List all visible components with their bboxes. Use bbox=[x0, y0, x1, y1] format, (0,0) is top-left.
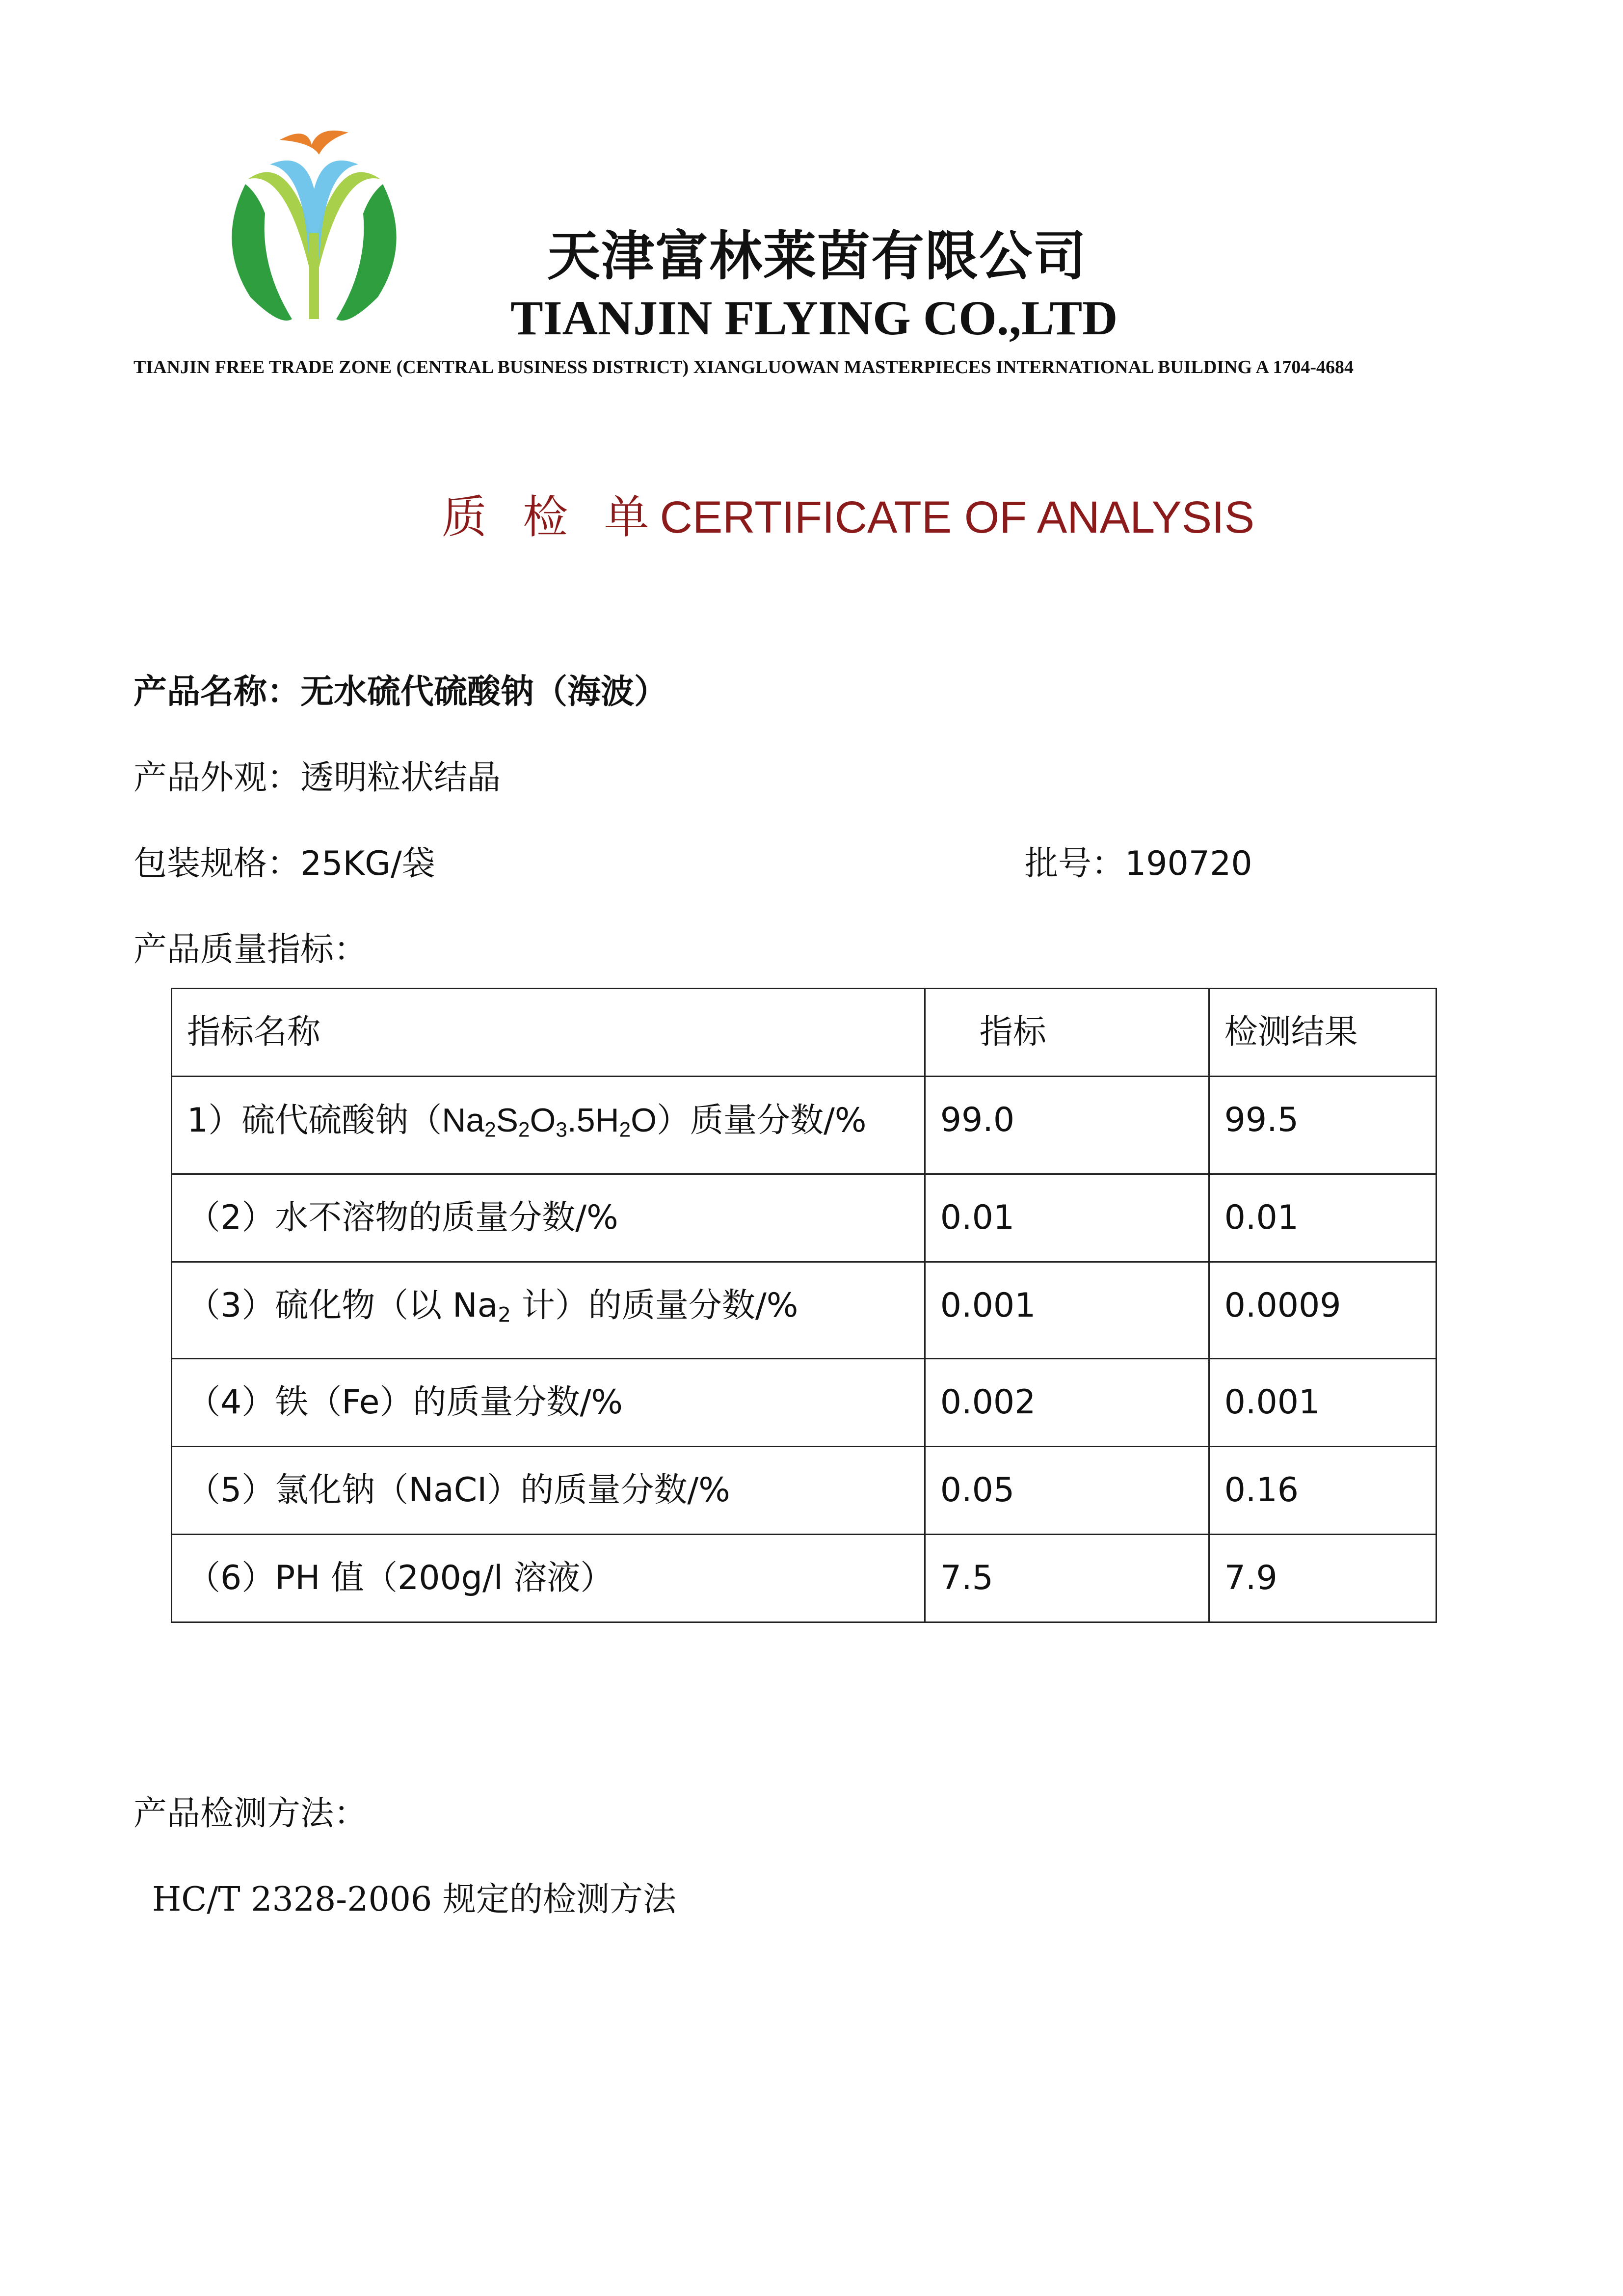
company-name-en: TIANJIN FLYING CO.,LTD bbox=[510, 291, 1118, 345]
row-result: 0.0009 bbox=[1209, 1262, 1436, 1359]
row-item-suffix: 计）的质量分数/% bbox=[511, 1286, 798, 1325]
table-header-row bbox=[172, 989, 1437, 1077]
row-item bbox=[172, 1262, 925, 1359]
logo-bird-shape bbox=[280, 131, 348, 155]
row-result: 99.5 bbox=[1209, 1077, 1436, 1174]
row-item: （5）氯化钠（NaCI）的质量分数/% bbox=[172, 1447, 925, 1535]
product-name-value: 无水硫代硫酸钠（海波） bbox=[300, 673, 668, 711]
row-spec: 0.01 bbox=[925, 1174, 1209, 1262]
row-result: 0.16 bbox=[1209, 1447, 1436, 1535]
document-title bbox=[442, 481, 1254, 546]
row-item-prefix: （3）硫化物（以 Na bbox=[187, 1286, 498, 1325]
row-item-suffix: ）质量分数/% bbox=[657, 1101, 867, 1140]
test-method-label: 产品检测方法： bbox=[133, 1794, 368, 1833]
row-item-prefix: 1）硫代硫酸钠（ bbox=[187, 1101, 442, 1140]
header-item-name: 指标名称 bbox=[172, 989, 925, 1077]
package-spec-value: 25KG/袋 bbox=[300, 844, 435, 883]
product-appearance-row bbox=[133, 751, 501, 799]
table-row bbox=[172, 1535, 1437, 1622]
batch-number-label: 批号： bbox=[1025, 844, 1125, 883]
header-spec: 指标 bbox=[925, 989, 1209, 1077]
row-result: 0.001 bbox=[1209, 1359, 1436, 1447]
batch-number-row bbox=[1025, 837, 1252, 885]
row-item: （6）PH 值（200g/l 溶液） bbox=[172, 1535, 925, 1622]
product-name-label: 产品名称： bbox=[133, 673, 301, 711]
table-row bbox=[172, 1262, 1437, 1359]
row-spec: 0.002 bbox=[925, 1359, 1209, 1447]
row-item: （2）水不溶物的质量分数/% bbox=[172, 1174, 925, 1262]
row-item bbox=[172, 1077, 925, 1174]
logo-left-leaf bbox=[232, 184, 292, 321]
company-logo bbox=[206, 120, 422, 331]
table-row bbox=[172, 1359, 1437, 1447]
quality-index-label: 产品质量指标： bbox=[133, 930, 368, 969]
row-result: 7.9 bbox=[1209, 1535, 1436, 1622]
package-spec-label: 包装规格： bbox=[133, 844, 301, 883]
table-row bbox=[172, 1077, 1437, 1174]
chemical-formula: $Na_2S_2O_3.5H_2O$ bbox=[442, 1102, 657, 1141]
batch-number-value: 190720 bbox=[1125, 844, 1252, 883]
quality-table bbox=[171, 988, 1437, 1623]
document-title-en: CERTIFICATE OF ANALYSIS bbox=[660, 492, 1255, 542]
row-spec: 0.001 bbox=[925, 1262, 1209, 1359]
document-title-cn: 质 检 单 bbox=[442, 491, 660, 543]
product-appearance-label: 产品外观： bbox=[133, 758, 301, 797]
row-item-subscript: 2 bbox=[498, 1302, 511, 1327]
table-row bbox=[172, 1447, 1437, 1535]
header-result: 检测结果 bbox=[1209, 989, 1436, 1077]
company-address: TIANJIN FREE TRADE ZONE (CENTRAL BUSINESS DISTRICT) XIANGLUOWAN MASTERPIECES INTERNATIONAL BUILDING A 1704-4684 bbox=[133, 357, 1354, 378]
row-result: 0.01 bbox=[1209, 1174, 1436, 1262]
product-appearance-value: 透明粒状结晶 bbox=[300, 758, 501, 797]
package-spec-row bbox=[133, 837, 435, 885]
row-spec: 99.0 bbox=[925, 1077, 1209, 1174]
row-spec: 0.05 bbox=[925, 1447, 1209, 1535]
test-method-value: HC/T 2328-2006 规定的检测方法 bbox=[152, 1880, 676, 1919]
logo-right-leaf bbox=[336, 184, 397, 321]
table-row bbox=[172, 1174, 1437, 1262]
logo-stem bbox=[309, 233, 319, 319]
company-name-cn: 天津富林莱茵有限公司 bbox=[547, 226, 1088, 287]
row-spec: 7.5 bbox=[925, 1535, 1209, 1622]
row-item: （4）铁（Fe）的质量分数/% bbox=[172, 1359, 925, 1447]
product-name-row bbox=[133, 665, 667, 713]
